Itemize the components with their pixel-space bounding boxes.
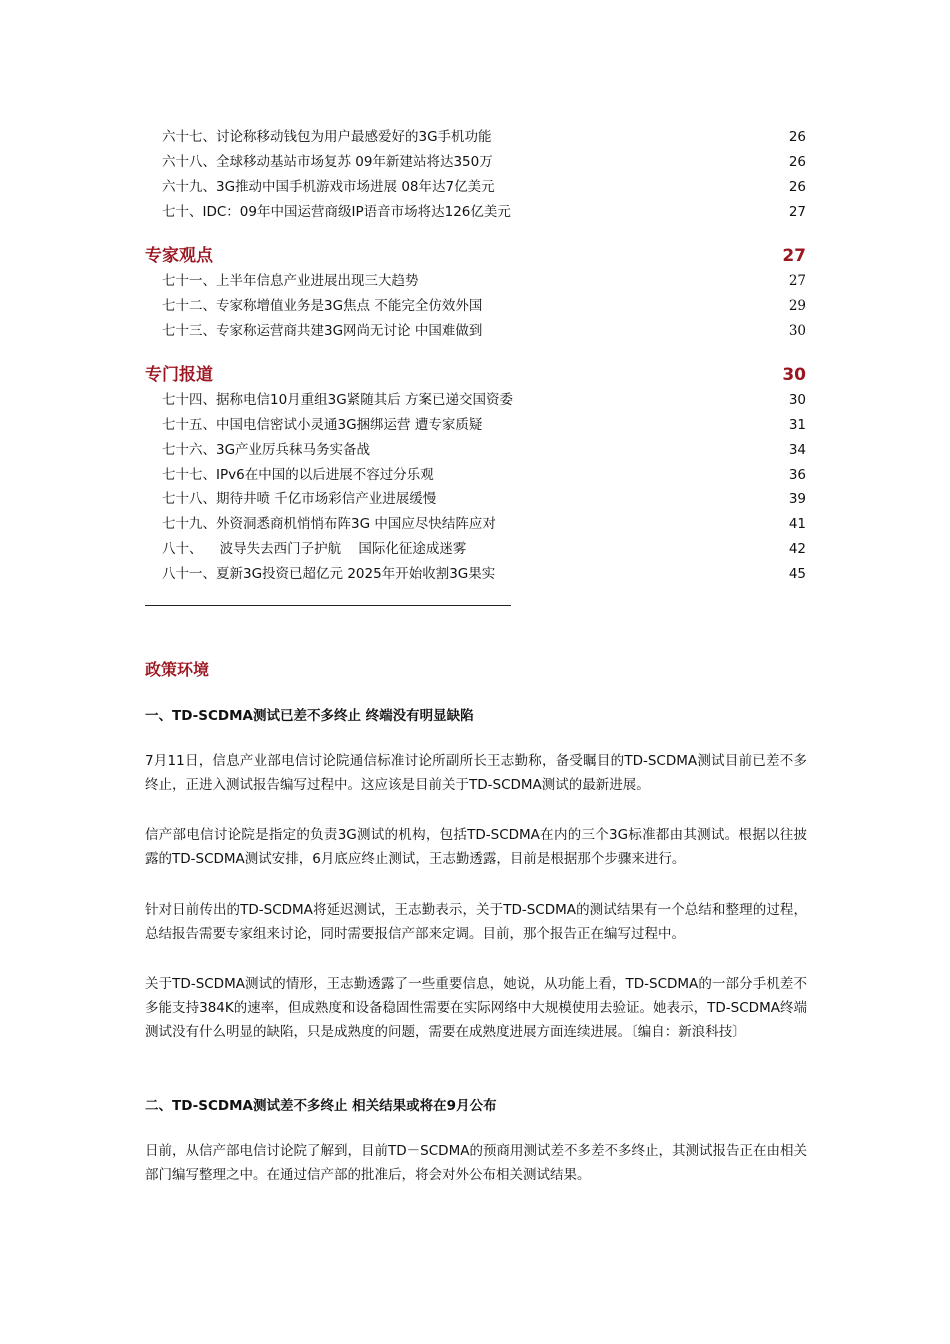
toc-item-page: 39 (788, 491, 806, 507)
toc-item[interactable] (162, 176, 806, 198)
toc-item[interactable] (162, 151, 806, 173)
paragraph: 针对日前传出的TD-SCDMA将延迟测试，王志勤表示，关于TD-SCDMA的测试结果有一个总结和整理的过程，总结报告需要专家组来讨论，同时需要报信产部来定调。目前，那个报告正在编写过程中。 (145, 902, 807, 942)
toc-item[interactable] (162, 126, 806, 148)
toc-item-title: 七十九、外资洞悉商机悄悄布阵3G 中国应尽快结阵应对 (162, 516, 496, 532)
toc-divider (145, 605, 511, 606)
toc-item[interactable] (162, 538, 806, 560)
toc-item[interactable] (162, 295, 806, 317)
toc-section-title: 专门报道 (145, 365, 213, 385)
toc-item[interactable] (162, 488, 806, 510)
toc-section-page: 27 (782, 246, 806, 266)
toc-item-page: 41 (788, 516, 806, 532)
toc-item-title: 七十二、专家称增值业务是3G焦点 不能完全仿效外国 (162, 298, 483, 314)
toc-item[interactable] (162, 201, 806, 223)
toc-item-title: 七十六、3G产业厉兵秣马务实备战 (162, 442, 371, 458)
toc-item-page: 26 (788, 129, 806, 145)
section-title: 政策环境 (145, 660, 210, 679)
toc-item-page: 45 (788, 566, 806, 582)
toc-item-title: 七十五、中国电信密试小灵通3G捆绑运营 遭专家质疑 (162, 417, 483, 433)
toc-item[interactable] (162, 464, 806, 486)
toc-section-special[interactable] (145, 362, 806, 388)
toc-section-expert[interactable] (145, 243, 806, 269)
toc-item[interactable] (162, 270, 806, 292)
toc-item[interactable] (162, 389, 806, 411)
toc-item-title: 七十八、期待井喷 千亿市场彩信产业进展缓慢 (162, 491, 437, 507)
toc-item-title: 八十、 波导失去西门子护航 国际化征途成迷雾 (162, 541, 467, 557)
toc-item-title: 六十八、全球移动基站市场复苏 09年新建站将达350万 (162, 154, 493, 170)
toc-item-page: 36 (788, 467, 806, 483)
toc-item-page: 34 (788, 442, 806, 458)
toc-item[interactable] (162, 320, 806, 342)
article-title: 一、TD-SCDMA测试已差不多终止 终端没有明显缺陷 (145, 708, 474, 724)
paragraph: 信产部电信讨论院是指定的负责3G测试的机构，包括TD-SCDMA在内的三个3G标准都由其测试。根据以往披露的TD-SCDMA测试安排，6月底应终止测试，王志勤透露，目前是根据那个步骤来进行。 (145, 827, 807, 867)
paragraph: 日前，从信产部电信讨论院了解到，目前TD－SCDMA的预商用测试差不多差不多终止，其测试报告正在由相关部门编写整理之中。在通过信产部的批准后，将会对外公布相关测试结果。 (145, 1143, 807, 1183)
toc-item-page: 31 (788, 417, 806, 433)
article-title: 二、TD-SCDMA测试差不多终止 相关结果或将在9月公布 (145, 1098, 497, 1114)
toc-section-title: 专家观点 (145, 246, 213, 266)
toc-item-page: 30 (788, 323, 806, 339)
toc-item-page: 29 (788, 298, 806, 314)
toc-item-title: 六十七、讨论称移动钱包为用户最感爱好的3G手机功能 (162, 129, 492, 145)
toc-item-title: 七十三、专家称运营商共建3G网尚无讨论 中国难做到 (162, 323, 483, 339)
toc-item-page: 27 (788, 204, 806, 220)
toc-item[interactable] (162, 563, 806, 585)
toc-item-page: 27 (788, 273, 806, 289)
toc-item-title: 七十七、IPv6在中国的以后进展不容过分乐观 (162, 467, 434, 483)
toc-item-title: 六十九、3G推动中国手机游戏市场进展 08年达7亿美元 (162, 179, 495, 195)
toc-item-page: 30 (788, 392, 806, 408)
toc-item-title: 七十一、上半年信息产业进展出现三大趋势 (162, 273, 419, 289)
toc-section-page: 30 (782, 365, 806, 385)
paragraph: 7月11日，信息产业部电信讨论院通信标准讨论所副所长王志勤称，备受瞩目的TD-SCDMA测试目前已差不多终止，正进入测试报告编写过程中。这应该是目前关于TD-SCDMA测试的最新进展。 (145, 753, 807, 793)
toc-item-title: 七十、IDC：09年中国运营商级IP语音市场将达126亿美元 (162, 204, 511, 220)
toc-item-title: 七十四、据称电信10月重组3G紧随其后 方案已递交国资委 (162, 392, 514, 408)
toc-item[interactable] (162, 513, 806, 535)
toc-item[interactable] (162, 414, 806, 436)
toc-item[interactable] (162, 439, 806, 461)
toc-item-page: 42 (788, 541, 806, 557)
toc-item-title: 八十一、夏新3G投资已超亿元 2025年开始收割3G果实 (162, 566, 496, 582)
toc-item-page: 26 (788, 154, 806, 170)
toc-item-page: 26 (788, 179, 806, 195)
paragraph: 关于TD-SCDMA测试的情形，王志勤透露了一些重要信息，她说，从功能上看，TD-SCDMA的一部分手机差不多能支持384K的速率，但成熟度和设备稳固性需要在实际网络中大规模使用去验证。她表示，TD-SCDMA终端测试没有什么明显的缺陷，只是成熟度的问题，需要在成熟度进展方面连续进展。〔编自：新浪科技〕 (145, 976, 807, 1040)
